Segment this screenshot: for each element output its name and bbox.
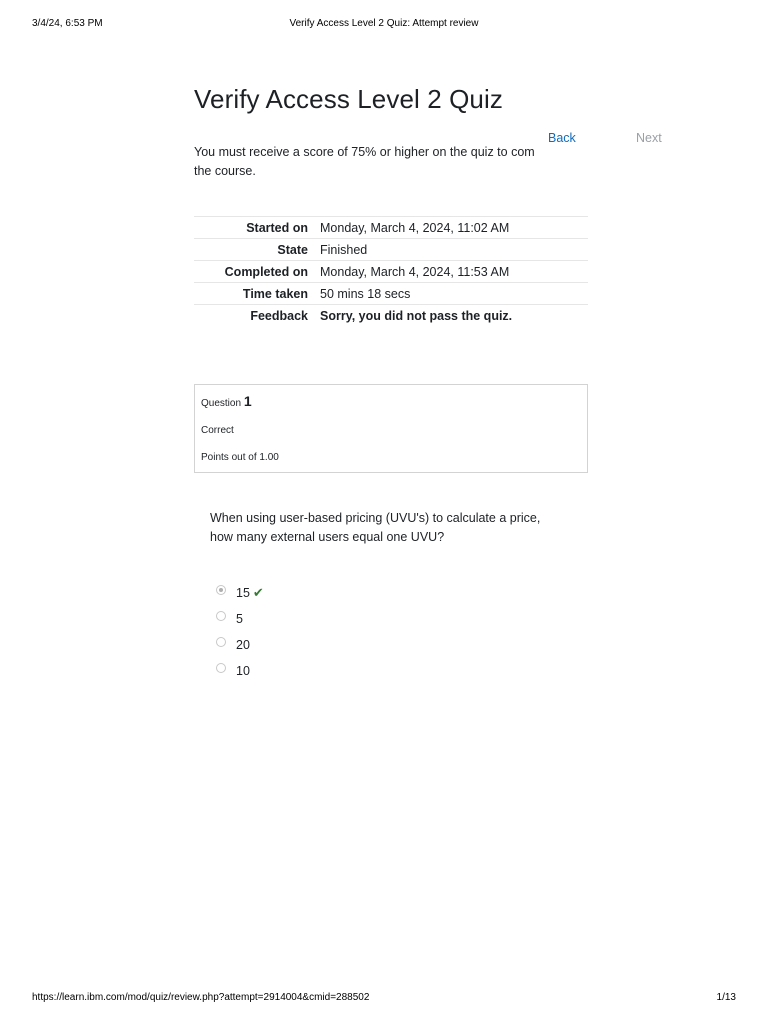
summary-row-started <box>194 217 588 239</box>
print-header <box>32 18 736 32</box>
summary-value: 50 mins 18 secs <box>320 286 411 301</box>
back-link[interactable]: Back <box>548 131 576 145</box>
intro-line: You must receive a score of 75% or higher on the quiz to com <box>194 145 535 159</box>
question-grade: Points out of 1.00 <box>201 452 279 463</box>
summary-label: Started on <box>246 220 308 235</box>
print-footer <box>32 992 736 1006</box>
summary-label: Feedback <box>250 308 308 323</box>
summary-label: State <box>277 242 308 257</box>
answer-list <box>216 580 416 684</box>
summary-value: Monday, March 4, 2024, 11:53 AM <box>320 264 510 279</box>
answer-text: 20 <box>236 638 250 652</box>
answer-option <box>216 632 416 658</box>
page-title: Verify Access Level 2 Quiz <box>194 84 503 114</box>
answer-text: 10 <box>236 664 250 678</box>
feedback-message: Sorry, you did not pass the quiz. <box>320 308 513 323</box>
answer-text: 15 <box>236 586 250 600</box>
answer-option <box>216 606 416 632</box>
print-url: https://learn.ibm.com/mod/quiz/review.php?attempt=2914004&cmid=288502 <box>32 992 370 1003</box>
answer-text: 5 <box>236 612 243 626</box>
radio-button <box>216 585 226 595</box>
summary-value: Monday, March 4, 2024, 11:02 AM <box>320 220 510 235</box>
question-text-line: When using user-based pricing (UVU's) to calculate a price, <box>210 511 541 525</box>
summary-row-state <box>194 239 588 261</box>
summary-label: Time taken <box>242 286 308 301</box>
question-state: Correct <box>201 425 234 436</box>
question-number <box>201 393 581 413</box>
answer-option <box>216 658 416 684</box>
summary-row-completed <box>194 261 588 283</box>
attempt-summary-table <box>194 216 588 327</box>
summary-row-feedback <box>194 305 588 327</box>
radio-button <box>216 663 226 673</box>
question-number-value: 1 <box>243 393 252 409</box>
summary-row-time-taken <box>194 283 588 305</box>
summary-value: Finished <box>320 242 368 257</box>
print-title: Verify Access Level 2 Quiz: Attempt review <box>289 18 479 29</box>
intro-line: the course. <box>194 164 256 178</box>
question-text-line: how many external users equal one UVU? <box>210 530 445 544</box>
question-info-box <box>194 384 588 473</box>
check-icon: ✔ <box>252 585 264 600</box>
radio-button <box>216 637 226 647</box>
page-counter: 1/13 <box>716 992 736 1003</box>
summary-label: Completed on <box>224 264 308 279</box>
next-link: Next <box>636 131 662 145</box>
question-text <box>210 509 570 547</box>
quiz-intro <box>194 143 540 181</box>
question-label: Question <box>201 398 242 409</box>
print-date: 3/4/24, 6:53 PM <box>32 18 103 29</box>
answer-option <box>216 580 416 606</box>
radio-button <box>216 611 226 621</box>
